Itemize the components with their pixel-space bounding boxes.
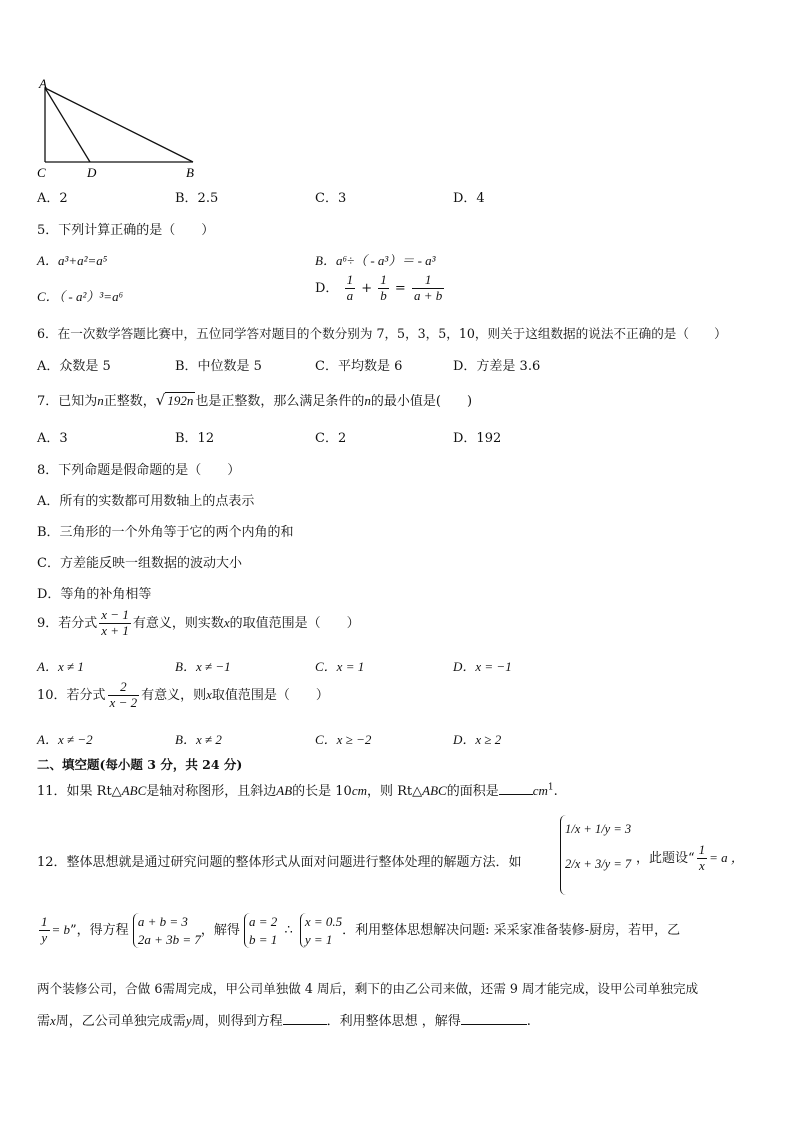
q10-option-b: B．x ≠ 2 [175,732,222,747]
q6-stem: 6．在一次数学答题比赛中，五位同学答对题目的个数分别为 7，5，3，5，10，则关于这组数据的说法不正确的是（ ） [37,326,727,341]
q5-stem: 5．下列计算正确的是（ ） [37,223,215,238]
q8-option-b: B．三角形的一个外角等于它的两个内角的和 [37,525,294,540]
q11-part: 的面积是 [446,784,499,799]
q5-option-d [315,273,446,304]
q12-part: 周，则得到方程 [191,1014,283,1029]
q12-part: ．利用整体思想解决问题: 采采家准备装修-厨房，若甲，乙 [342,923,681,939]
equation-line: 2/x + 3/y = 7 [565,856,632,871]
q5-option-c: C．（ - a²）³=a⁶ [37,289,124,304]
q11-unit: cm [532,783,548,798]
q8-stem: 8．下列命题是假命题的是（ ） [37,463,241,478]
answer-blank[interactable] [461,1024,527,1025]
q9-option-c: C．x = 1 [315,659,365,674]
q6-option-a: A．众数是 5 [37,359,111,374]
q10-option-d: D．x ≥ 2 [453,732,502,747]
q10-option-a: A．x ≠ −2 [37,732,93,747]
q12-part: . [526,1014,531,1029]
q8-option-c: C．方差能反映一组数据的波动大小 [37,556,242,571]
numerator: 1 [412,273,444,289]
q12-equation-row [37,913,680,948]
var-y: y [185,1013,192,1028]
q11-part: 的长是 10 [292,784,352,799]
q11-unit: cm [351,783,368,798]
q9-stem-part: 9．若分式 [37,615,98,631]
section-title: 二、填空题(每小题 3 分，共 24 分) [37,757,243,772]
plus-sign: + [361,280,373,296]
equation-system [300,913,342,948]
q4-option-c: C．3 [315,191,347,206]
label-c: C [37,165,46,180]
numerator: x − 1 [101,607,129,622]
q12-intro: 12．整体思想就是通过研究问题的整体形式从面对问题进行整体处理的解题方法．如 [37,855,522,870]
q10-stem-part: 取值范围是（ ） [211,687,329,703]
sqrt-radical [156,391,196,409]
equals-sign: = [394,280,406,296]
q12-part: = b [51,922,71,938]
equation-system [560,815,631,895]
q7-stem-part: 正整数， [103,394,156,409]
q12-part: 周，乙公司单独完成需 [55,1014,186,1029]
therefore-icon: ∴ [284,923,293,939]
q5-d-prefix: D． [315,280,339,296]
denominator: x [699,857,705,873]
label-a: A [39,76,47,91]
equation-line: a + b = 3 [137,914,188,929]
denominator: x + 1 [101,622,129,638]
equation-system [133,913,201,948]
q11-superscript: 1 [547,782,554,793]
q11-side-name: AB [276,783,293,798]
q9-option-a: A．x ≠ 1 [37,659,84,674]
equation-system [244,913,277,948]
q12-part: ”，得方程 [70,923,129,939]
fraction [378,273,389,304]
fraction [345,273,356,304]
q8-option-d: D．等角的补角相等 [37,587,152,602]
q12-line3 [37,1010,531,1029]
numerator: 1 [346,272,354,287]
q12-part: ．利用整体思想 ，解得 [326,1014,461,1029]
numerator: 1 [41,914,48,930]
equation-line: a = 2 [249,914,278,929]
q12-part: ，解得 [200,923,240,939]
numerator: 1 [698,842,706,857]
q4-option-b: B．2.5 [175,191,219,206]
denominator: x − 2 [109,694,138,710]
q5-option-a: A．a³+a²=a⁵ [37,253,108,268]
q12-part: ，此题设“ [636,850,695,866]
q12-line2: 两个装修公司，合做 6需周完成，甲公司单独做 4 周后，剩下的由乙公司来做，还需 9 周才能完成，设甲公司单独完成 [37,981,699,996]
equation-line: b = 1 [249,931,278,947]
q7-option-b: B．12 [175,431,215,446]
q9-stem-part: 的取值范围是（ ） [229,615,360,631]
fraction [108,680,140,711]
denominator: a + b [413,287,443,303]
q11-part: . [553,784,558,799]
q12-part: = a ， [709,849,744,865]
q8-option-a: A．所有的实数都可用数轴上的点表示 [37,494,255,509]
q11-triangle-name: ABC [422,783,447,798]
q7-option-c: C．2 [315,431,347,446]
q11-part: 11．如果 Rt△ [37,784,122,799]
label-d: D [87,165,97,180]
fraction [39,915,50,946]
denominator: b [380,287,387,303]
q9-stem [37,608,360,639]
sqrt-icon: √ [155,391,166,409]
equation-line: x = 0.5 [304,914,343,929]
q6-option-d: D．方差是 3.6 [453,359,541,374]
q4-option-d: D．4 [453,191,485,206]
var-x: x [50,1013,56,1028]
q9-stem-part: 有意义，则实数 [132,615,224,631]
q12-part: 需 [37,1014,51,1029]
q10-stem-part: 10．若分式 [37,687,106,703]
triangle-figure [30,76,210,180]
var-x: x [223,614,230,630]
q7-stem-part: 的最小值是( ) [370,394,473,409]
q6-option-c: C．平均数是 6 [315,359,403,374]
denominator: y [41,930,48,946]
q7-stem [37,390,472,409]
label-b: B [186,165,194,180]
fraction [697,843,708,874]
fraction [412,273,444,304]
denominator: a [346,287,354,303]
q7-option-a: A．3 [37,431,68,446]
equation-line: 1/x + 1/y = 3 [565,822,632,836]
equation-line: y = 1 [304,931,333,947]
answer-blank[interactable] [499,794,533,795]
q5-option-b: B．a⁶÷（ - a³）＝ - a³ [315,253,436,268]
fraction [99,608,131,639]
q11-triangle-name: ABC [121,783,147,798]
sqrt-content: 192n [167,393,194,408]
q11-part: 是轴对称图形，且斜边 [146,784,277,799]
equation-line: 2a + 3b = 7 [137,931,201,947]
q11-part: ，则 Rt△ [367,784,423,799]
q11-stem [37,780,558,799]
q12-let-statement [636,843,744,874]
q10-stem [37,680,329,711]
q9-option-d: D．x = −1 [453,659,512,674]
q7-stem-part: 7．已知为 [37,394,98,409]
q7-option-d: D．192 [453,431,502,446]
q6-option-b: B．中位数是 5 [175,359,262,374]
numerator: 2 [108,680,140,696]
q10-stem-part: 有意义，则 [141,687,207,703]
q10-option-c: C．x ≥ −2 [315,732,372,747]
numerator: 1 [380,272,387,287]
answer-blank[interactable] [283,1024,327,1025]
q7-stem-part: 也是正整数，那么满足条件的 [195,394,365,409]
var-n: n [364,393,371,408]
var-n: n [97,393,104,408]
var-x: x [206,686,212,702]
q4-option-a: A．2 [37,191,68,206]
q9-option-b: B．x ≠ −1 [175,659,231,674]
